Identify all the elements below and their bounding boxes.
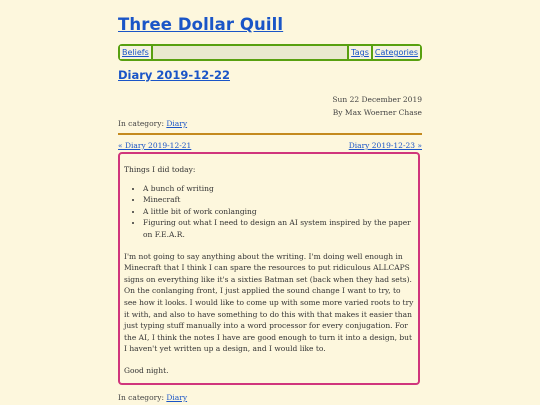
nav-categories-link[interactable]: Categories (374, 48, 418, 57)
closing-text: Good night. (124, 365, 169, 375)
nav-spacer (153, 46, 347, 59)
site-title-link[interactable]: Three Dollar Quill (118, 15, 284, 34)
nav-item-tags[interactable] (349, 46, 371, 59)
body-paragraph: I'm not going to say anything about the writing. I'm doing well enough in Minecraft that I think I can spare the resources to put ridiculous ALLCAPS signs on everything like it's a sixties Batman set (back when they had sets). On the conlanging front, I just applied the sound change I want to try, to see how it looks. I would like to come up with some more varied roots to try it with, and also to have something to do this with that makes it easier than just typing stuff manually into a word processor for every conjugation. For the AI, I think the notes I have are good enough to turn it into a design, but I haven't yet written up a design, and I would like to. (124, 251, 414, 354)
nav-item-beliefs[interactable] (120, 46, 151, 59)
nav-bar (118, 44, 422, 61)
nav-item-categories[interactable] (373, 46, 420, 59)
activity-list (124, 183, 414, 241)
nav-tags-link[interactable]: Tags (351, 48, 369, 57)
category-label: In category: (118, 393, 164, 402)
nav-beliefs-link[interactable]: Beliefs (122, 48, 149, 57)
list-item: • A bunch of writing (143, 183, 414, 195)
post-meta (332, 93, 422, 119)
list-item: • Figuring out what I need to design an AI system inspired by the paper on F.E.A.R. (143, 217, 414, 240)
divider (118, 133, 422, 135)
category-link[interactable]: Diary (166, 119, 188, 128)
post-body (118, 152, 420, 385)
category-link[interactable]: Diary (166, 393, 188, 402)
list-item: • A little bit of work conlanging (143, 206, 414, 218)
category-label: In category: (118, 119, 164, 128)
post-author: By Max Woerner Chase (332, 108, 422, 117)
post-category (118, 119, 187, 128)
next-post-link[interactable]: Diary 2019-12-23 » (348, 141, 422, 150)
post-title-link[interactable]: Diary 2019-12-22 (118, 68, 230, 82)
list-item: • Minecraft (143, 194, 414, 206)
post-date: Sun 22 December 2019 (332, 95, 422, 104)
post-category-footer (118, 393, 187, 402)
intro-text: Things I did today: (124, 165, 196, 174)
prev-post-link[interactable]: « Diary 2019-12-21 (118, 141, 192, 150)
